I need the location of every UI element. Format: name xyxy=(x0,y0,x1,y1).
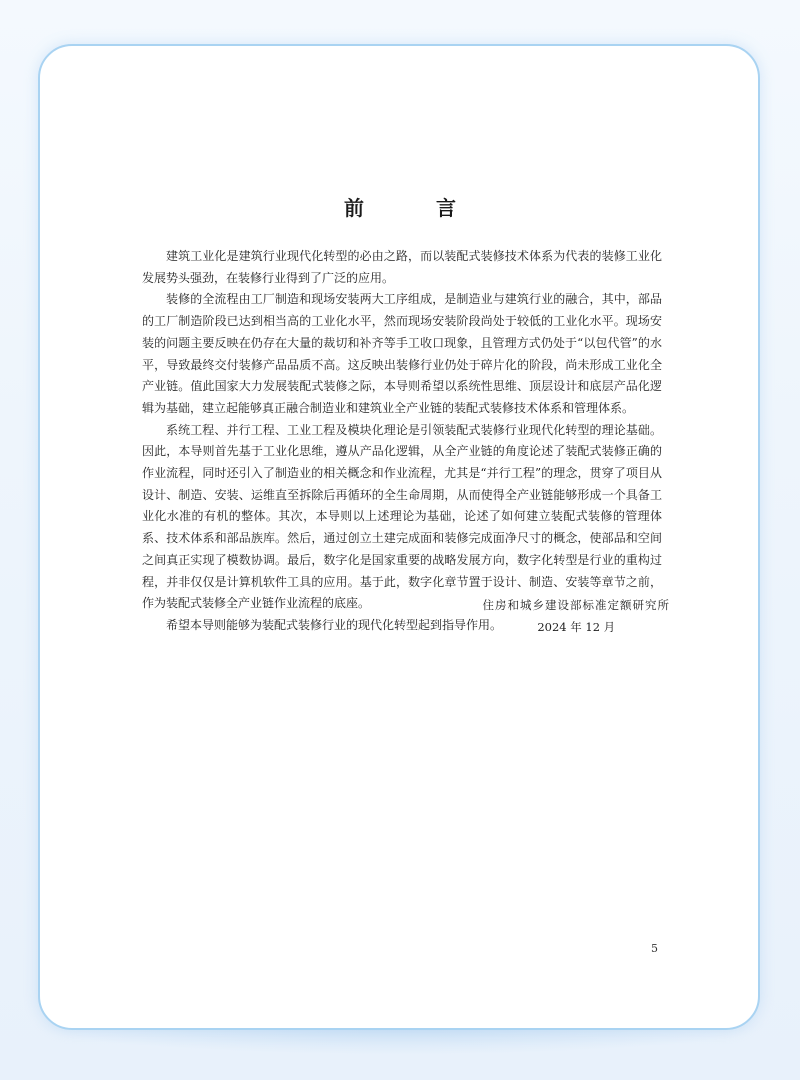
signature-organization: 住房和城乡建设部标准定额研究所 xyxy=(482,598,670,612)
paragraph-2: 装修的全流程由工厂制造和现场安装两大工序组成，是制造业与建筑行业的融合，其中，部品的工厂制造阶段已达到相当高的工业化水平，然而现场安装阶段尚处于较低的工业化水平。现场安装的问题主要反映在仍存在大量的裁切和补齐等手工收口现象，且管理方式仍处于“以包代管”的水平，导致最终交付装修产品品质不高。这反映出装修行业仍处于碎片化的阶段，尚未形成工业化全产业链。值此国家大力发展装配式装修之际，本导则希望以系统性思维、顶层设计和底层产品化逻辑为基础，建立起能够真正融合制造业和建筑业全产业链的装配式装修技术体系和管理体系。 xyxy=(142,292,662,415)
signature-date: 2024 年 12 月 xyxy=(537,620,616,634)
signature-block xyxy=(483,594,671,638)
paragraph-1: 建筑工业化是建筑行业现代化转型的必由之路，而以装配式装修技术体系为代表的装修工业化发展势头强劲，在装修行业得到了广泛的应用。 xyxy=(142,249,662,285)
paragraph-4: 希望本导则能够为装配式装修行业的现代化转型起到指导作用。 xyxy=(166,617,503,632)
page-title: 前 言 xyxy=(344,196,482,220)
paragraph-3: 系统工程、并行工程、工业工程及模块化理论是引领装配式装修行业现代化转型的理论基础。因此，本导则首先基于工业化思维，遵从产品化逻辑，从全产业链的角度论述了装配式装修正确的作业流程，同时还引入了制造业的相关概念和作业流程，尤其是“并行工程”的理念，贯穿了项目从设计、制造、安装、运维直至拆除后再循环的全生命周期，从而使得全产业链能够形成一个具备工业化水准的有机的整体。其次，本导则以上述理论为基础，论述了如何建立装配式装修的管理体系、技术体系和部品族库。然后，通过创立土建完成面和装修完成面净尺寸的概念，使部品和空间之间真正实现了模数协调。最后，数字化是国家重要的战略发展方向，数字化转型是行业的重构过程，并非仅仅是计算机软件工具的应用。基于此，数字化章节置于设计、制造、安装等章节之前，作为装配式装修全产业链作业流程的底座。 xyxy=(142,422,662,611)
page-number: 5 xyxy=(651,942,658,955)
preface-body xyxy=(142,246,662,637)
